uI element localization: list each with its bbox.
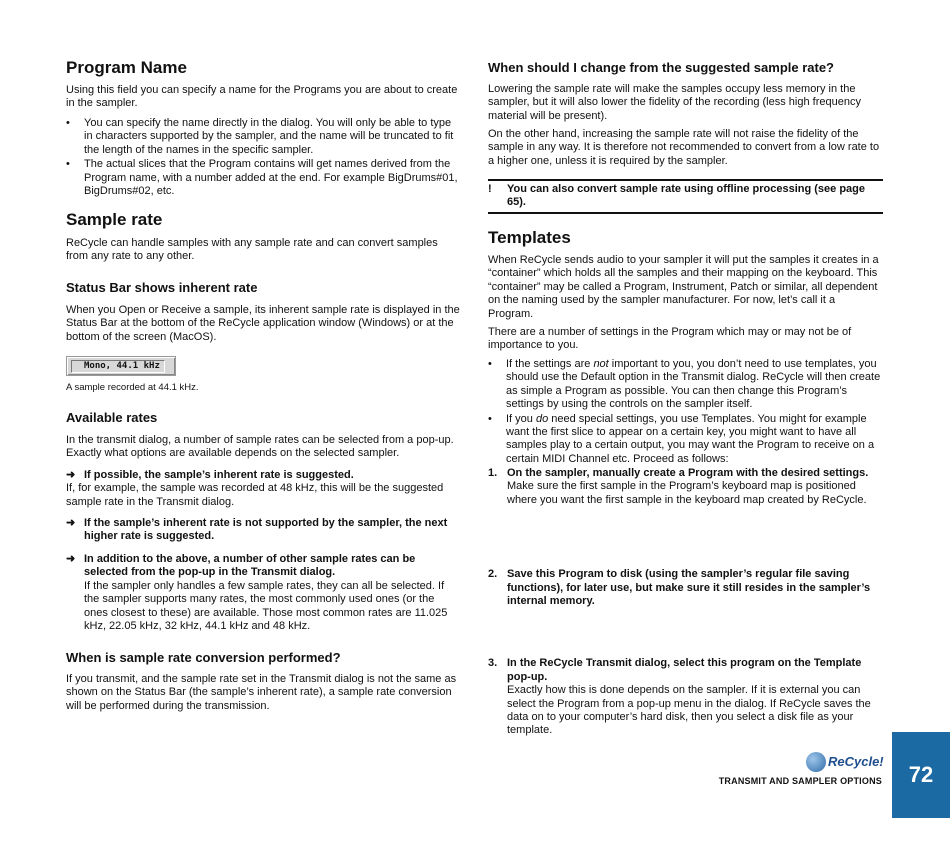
heading-change-rate: When should I change from the suggested sample rate? (488, 60, 834, 75)
page-number: 72 (908, 762, 934, 787)
list-item: • If you do need special settings, you use Templates. You might for example want the first slice to appear on a certain key, you might want to have all samples play to a certain output, you may want the Program to receive on a certain MIDI Channel etc. Proceed as follows: (488, 412, 875, 465)
program-name-intro: Using this field you can specify a name for the Programs you are about to create in the sampler. (66, 84, 458, 110)
list-item: • The actual slices that the Program contains will get names derived from the Program name, with a number added at the end. For example BigDrums#01, BigDrums#02, etc. (66, 158, 458, 198)
rate-rule-2: ➜ If the sample’s inherent rate is not supported by the sampler, the next higher rate is suggested. (66, 517, 448, 543)
step-3: 3. In the ReCycle Transmit dialog, select this program on the Template pop-up. Exactly how this is done depends on the sampler. If it is external you can select the Program from a pop-up menu in the dialog. If ReCycle saves the data on to your computer’s hard disk, then you select a disk file as your template. (488, 657, 871, 737)
bullet-icon: • (488, 358, 492, 370)
section-title: TRANSMIT AND SAMPLER OPTIONS (718, 776, 882, 786)
heading-program-name: Program Name (66, 58, 187, 77)
page-number-tab (892, 732, 950, 818)
rate-rule-1: ➜ If possible, the sample’s inherent rate is suggested. If, for example, the sample was recorded at 48 kHz, this will be the suggested sample rate in the Transmit dialog. (66, 469, 444, 508)
rate-rule-3: ➜ In addition to the above, a number of other sample rates can be selected from the pop-up in the Transmit dialog. If the sampler only handles a few sample rates, they can all be selected. If the sampler supports many rates, the most commonly used ones (or the ones closest to these) are available. Those most common rates are 11.025 kHz, 22.05 kHz, 32 kHz, 44.1 kHz and 48 kHz. (66, 553, 448, 633)
step-1: 1. On the sampler, manually create a Program with the desired settings. Make sure the first sample in the Program’s keyboard map is positioned where you want the first sample in the keyboard map created by ReCycle. (488, 467, 869, 506)
heading-templates: Templates (488, 228, 571, 247)
right-column (488, 0, 883, 737)
arrow-icon: ➜ (66, 553, 76, 565)
heading-sample-rate: Sample rate (66, 210, 163, 229)
heading-status-bar: Status Bar shows inherent rate (66, 280, 258, 295)
list-item: • You can specify the name directly in the dialog. You will only be able to type in characters supported by the sampler, and the name will be truncated to fit the length of the names in the specific sampler. (66, 117, 454, 156)
note-text: You can also convert sample rate using offline processing (see page 65). (507, 183, 866, 209)
arrow-icon: ➜ (66, 469, 76, 481)
bullet-icon: • (66, 117, 70, 129)
change-rate-p2: On the other hand, increasing the sample rate will not raise the fidelity of the sample in any way. It is therefore not recommended to convert from a low rate to a higher one, unless it is required by the sampler. (488, 128, 880, 167)
warning-icon: ! (488, 183, 492, 195)
sample-rate-field: Mono, 44.1 kHz (71, 360, 165, 373)
heading-available-rates: Available rates (66, 410, 158, 425)
step-2: 2. Save this Program to disk (using the sampler’s regular file saving functions), for later use, but make sure it still resides in the sampler’s internal memory. (488, 568, 871, 608)
conversion-text: If you transmit, and the sample rate set in the Transmit dialog is not the same as shown on the Status Bar (the sample’s inherent rate), a sample rate conversion will be performed during the transmission. (66, 673, 457, 712)
sample-rate-intro: ReCycle can handle samples with any sample rate and can convert samples from any rate to any other. (66, 237, 438, 263)
bullet-icon: • (488, 412, 492, 425)
templates-p1: When ReCycle sends audio to your sampler it will put the samples it creates in a “container” which holds all the samples and their mapping on the keyboard. This “container” may be called a Program, Instrument, Patch or similar, all dependent on the naming used by the sampler manufacturer. For now, let’s call it a Program. (488, 254, 879, 320)
program-name-bullets (66, 117, 460, 199)
logo-text: ReCycle! (828, 754, 884, 769)
templates-p2: There are a number of settings in the Program which may or may not be of importance to you. (488, 326, 852, 352)
logo-mark-icon (806, 752, 826, 772)
list-item: • If the settings are not important to you, you don’t need to use templates, you should use the Default option in the Transmit dialog. ReCycle will then create as simple a Program as possible. You can then change this Program’s settings by using the controls on the sampler itself. (488, 358, 881, 411)
templates-bullets (488, 358, 883, 467)
status-bar-text: When you Open or Receive a sample, its inherent sample rate is displayed in the Status Bar at the bottom of the ReCycle application window (Windows) or at the bottom of the screen (MacOS). (66, 304, 460, 343)
figure-caption: A sample recorded at 44.1 kHz. (66, 382, 199, 393)
bullet-icon: • (66, 158, 70, 171)
recycle-logo (806, 752, 886, 772)
heading-conversion: When is sample rate conversion performed? (66, 650, 341, 665)
note-box (488, 179, 883, 214)
available-rates-intro: In the transmit dialog, a number of sample rates can be selected from a pop-up. Exactly what options are available depends on the selected sampler. (66, 434, 454, 460)
arrow-icon: ➜ (66, 517, 76, 529)
status-bar-screenshot (66, 356, 176, 376)
change-rate-p1: Lowering the sample rate will make the samples occupy less memory in the sampler, but it will also lower the fidelity of the recording (less high frequency material will be present). (488, 83, 861, 122)
